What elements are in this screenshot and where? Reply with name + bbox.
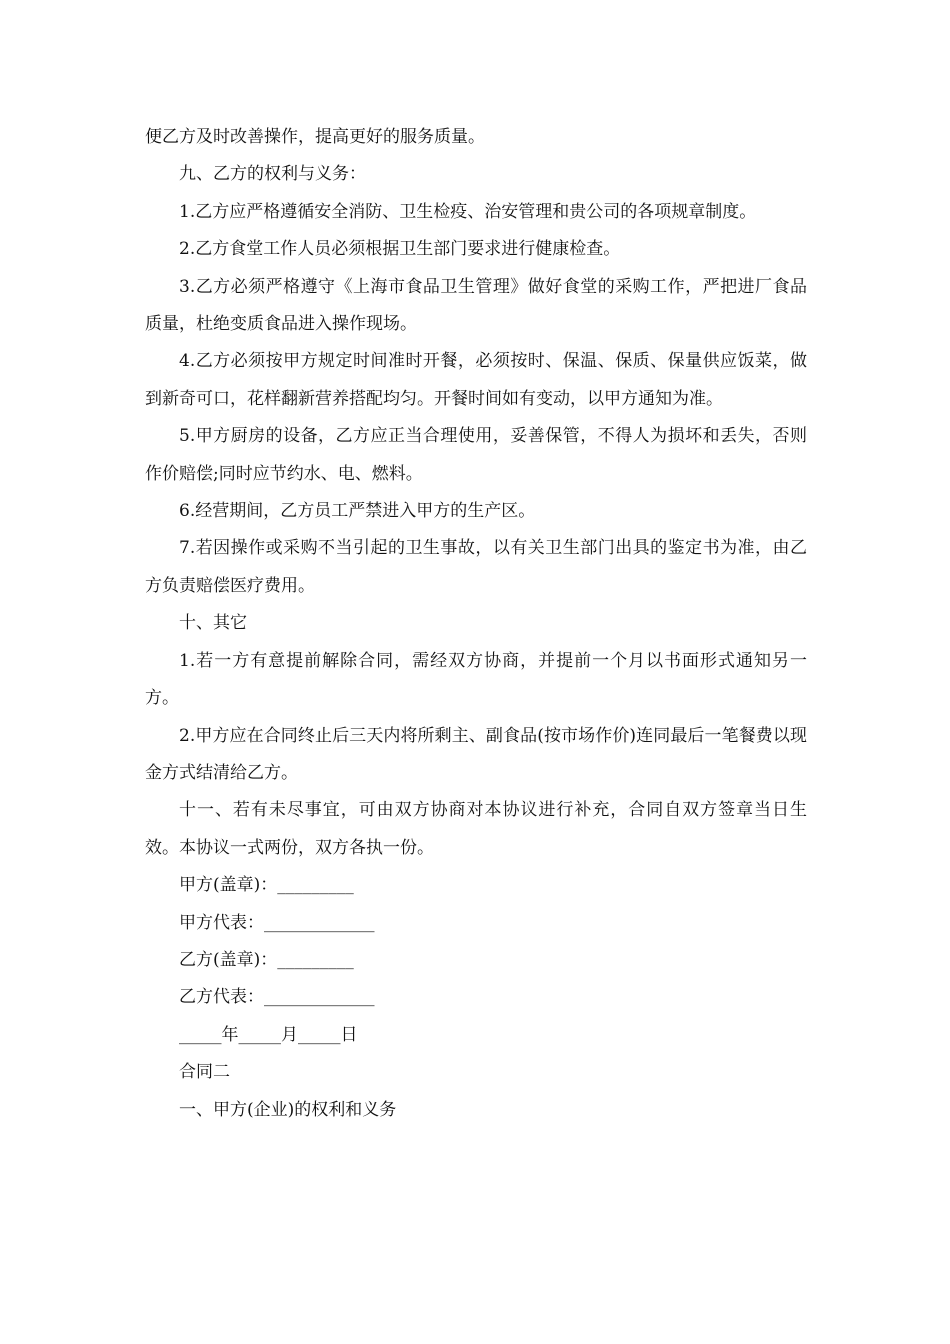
clause-9-5: 5.甲方厨房的设备，乙方应正当合理使用，妥善保管，不得人为损坏和丢失，否则作价赔偿;同时应节约水、电、燃料。 bbox=[145, 426, 807, 484]
party-a-representative-line: 甲方代表：_____________ bbox=[179, 912, 375, 933]
section-heading-10: 十、其它 bbox=[179, 613, 247, 634]
section-heading-9: 九、乙方的权利与义务： bbox=[179, 164, 366, 185]
section-11: 十一、若有未尽事宜，可由双方协商对本协议进行补充，合同自双方签章当日生效。本协议一式两份，双方各执一份。 bbox=[145, 800, 807, 858]
clause-9-2: 2.乙方食堂工作人员必须根据卫生部门要求进行健康检查。 bbox=[179, 239, 621, 260]
paragraph-continuation: 便乙方及时改善操作，提高更好的服务质量。 bbox=[145, 127, 485, 147]
clause-10-2: 2.甲方应在合同终止后三天内将所剩主、副食品(按市场作价)连同最后一笔餐费以现金方式结清给乙方。 bbox=[145, 725, 807, 783]
party-b-representative-line: 乙方代表：_____________ bbox=[179, 987, 375, 1008]
clause-9-1: 1.乙方应严格遵循安全消防、卫生检疫、治安管理和贵公司的各项规章制度。 bbox=[179, 201, 757, 222]
clause-9-3: 3.乙方必须严格遵守《上海市食品卫生管理》做好食堂的采购工作，严把进厂食品质量，杜绝变质食品进入操作现场。 bbox=[145, 276, 807, 335]
party-b-seal-line: 乙方(盖章)：_________ bbox=[179, 949, 354, 970]
clause-9-6: 6.经营期间，乙方员工严禁进入甲方的生产区。 bbox=[179, 501, 536, 522]
document-page bbox=[145, 119, 807, 1129]
clause-10-1: 1.若一方有意提前解除合同，需经双方协商，并提前一个月以书面形式通知另一方。 bbox=[145, 650, 807, 709]
clause-9-4: 4.乙方必须按甲方规定时间准时开餐，必须按时、保温、保质、保量供应饭菜，做到新奇可口，花样翻新营养搭配均匀。开餐时间如有变动，以甲方通知为准。 bbox=[145, 351, 807, 409]
contract-two-title: 合同二 bbox=[179, 1062, 230, 1083]
date-line: _____年_____月_____日 bbox=[179, 1024, 358, 1045]
party-a-seal-line: 甲方(盖章)：_________ bbox=[179, 875, 354, 896]
clause-9-7: 7.若因操作或采购不当引起的卫生事故，以有关卫生部门出具的鉴定书为准，由乙方负责赔偿医疗费用。 bbox=[145, 538, 807, 596]
contract-two-section-1: 一、甲方(企业)的权利和义务 bbox=[179, 1099, 397, 1120]
